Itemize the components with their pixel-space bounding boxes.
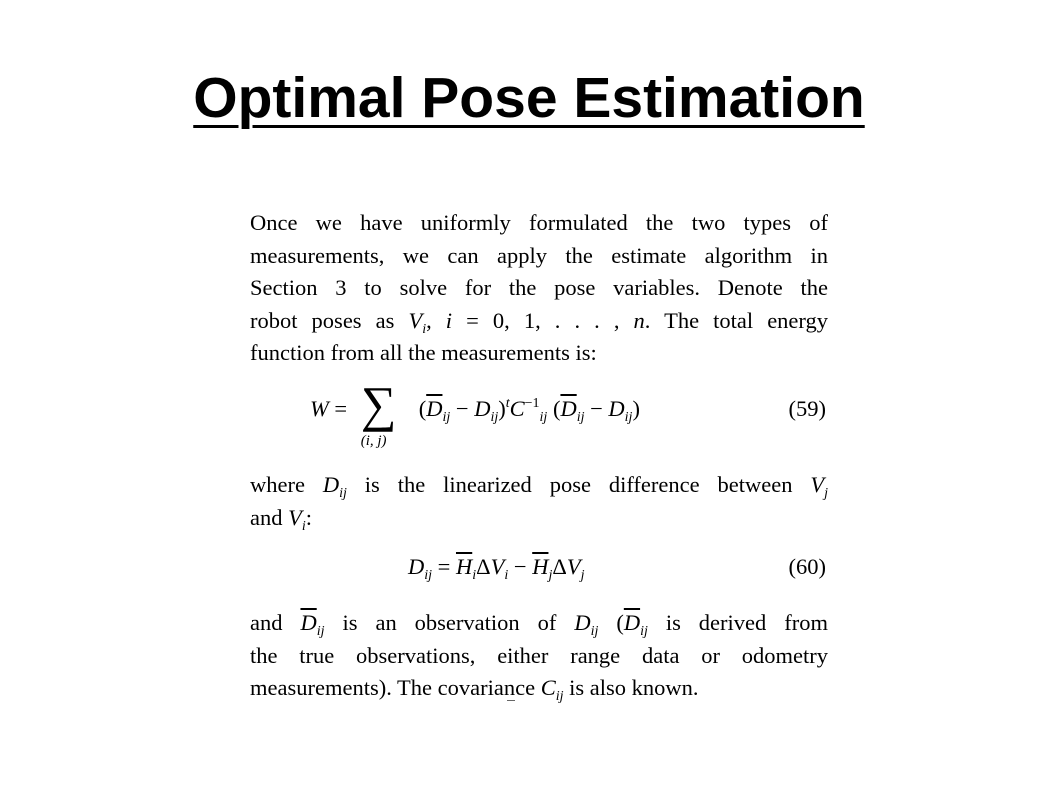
math-operator: Δ [552, 554, 567, 579]
math-subscript: ij [555, 689, 564, 704]
text-fragment: ( [598, 610, 624, 635]
math-variable: i [445, 307, 453, 333]
math-variable: C [509, 396, 525, 421]
math-paren: ( [547, 396, 561, 421]
math-subscript: ij [590, 624, 599, 639]
paper-excerpt [250, 207, 830, 707]
text-line: Once we have uniformly formulated the two types of [250, 210, 828, 235]
math-operator: = [328, 396, 353, 421]
text-fragment: and [250, 610, 301, 635]
equation-60 [250, 545, 828, 585]
math-subscript: ij [640, 624, 648, 639]
math-variable: $\overline{D}$ [623, 610, 641, 635]
math-variable: $\overline{H}$ [455, 554, 473, 579]
math-paren: ) [498, 396, 506, 421]
text-line [250, 469, 828, 502]
math-subscript: ij [576, 410, 585, 425]
math-variable: V [566, 554, 581, 579]
math-subscript: ij [339, 486, 347, 501]
math-subscript: ij [442, 410, 451, 425]
math-subscript: j [824, 486, 828, 501]
text-line [250, 607, 828, 640]
math-subscript: j [548, 568, 553, 583]
math-variable: V [810, 472, 825, 497]
math-variable: D [574, 610, 591, 635]
text-fragment: measurements). The covariance [250, 675, 541, 700]
math-subscript: ij [316, 624, 325, 639]
math-subscript: ij [424, 568, 433, 583]
math-variable: $\overline{D}$ [560, 396, 577, 421]
text-line-poses [250, 305, 828, 338]
summation-index: (i, j) [360, 433, 387, 449]
math-operator: = [432, 554, 456, 579]
equation-number: (60) [788, 554, 826, 579]
text-line [250, 672, 828, 705]
text-line: the true observations, either range data or odometry [250, 642, 828, 668]
text-fragment: where [250, 472, 323, 497]
math-variable: V [490, 554, 505, 579]
math-variable: V [408, 307, 423, 333]
math-operator: − [584, 396, 609, 421]
math-superscript: −1 [524, 396, 540, 411]
paragraph-definition [250, 469, 828, 534]
math-subscript: i [504, 568, 509, 583]
paragraph-intro [250, 207, 828, 370]
equation-59 [250, 375, 828, 449]
text-fragment: is derived from [647, 610, 828, 635]
slide-title-text: Optimal Pose Estimation [193, 66, 865, 130]
math-operator: Δ [476, 554, 491, 579]
text-fragment: : [305, 504, 313, 530]
scan-artifact-mark [507, 700, 515, 701]
math-superscript: t [505, 396, 510, 411]
math-variable: C [540, 675, 556, 700]
text-line: Section 3 to solve for the pose variables. Denote the [250, 275, 828, 300]
equation-60-body [408, 551, 584, 584]
equation-59-body [310, 376, 640, 449]
math-operator: − [508, 554, 533, 579]
text-fragment: . The total energy [644, 307, 828, 333]
math-subscript: i [301, 518, 306, 534]
math-subscript: i [472, 568, 477, 583]
math-paren: ( [418, 396, 427, 421]
text-line [250, 502, 828, 535]
math-variable: D [322, 472, 340, 497]
text-fragment: is also known. [563, 675, 699, 700]
text-line: measurements, we can apply the estimate algorithm in [250, 242, 828, 268]
math-variable: W [310, 396, 329, 421]
math-variable: $\overline{D}$ [426, 396, 443, 421]
math-variable: D [474, 396, 491, 421]
text-fragment: robot poses as [250, 307, 409, 333]
math-subscript: i [422, 321, 427, 337]
math-subscript: ij [539, 410, 548, 425]
paragraph-observation [250, 607, 828, 705]
equation-number: (59) [788, 396, 826, 421]
text-fragment: , [426, 307, 446, 333]
math-values: = 0, 1, . . . , [452, 307, 634, 333]
text-fragment: is the linearized pose difference between [346, 472, 811, 497]
math-subscript: j [580, 568, 585, 583]
text-fragment: and [250, 504, 289, 530]
summation [353, 376, 419, 449]
math-variable: V [288, 504, 302, 530]
math-subscript: ij [490, 410, 499, 425]
math-variable: D [608, 396, 625, 421]
math-variable: D [408, 554, 425, 579]
math-variable: n [633, 307, 645, 333]
math-paren: ) [632, 396, 640, 421]
slide-title [0, 64, 1058, 132]
summation-sign: ∑ [360, 376, 397, 432]
math-operator: − [450, 396, 475, 421]
text-line: function from all the measurements is: [250, 340, 597, 365]
text-fragment: is an observation of [324, 610, 575, 635]
math-subscript: ij [624, 410, 633, 425]
math-variable: $\overline{D}$ [300, 610, 317, 635]
math-variable: $\overline{H}$ [532, 554, 549, 579]
